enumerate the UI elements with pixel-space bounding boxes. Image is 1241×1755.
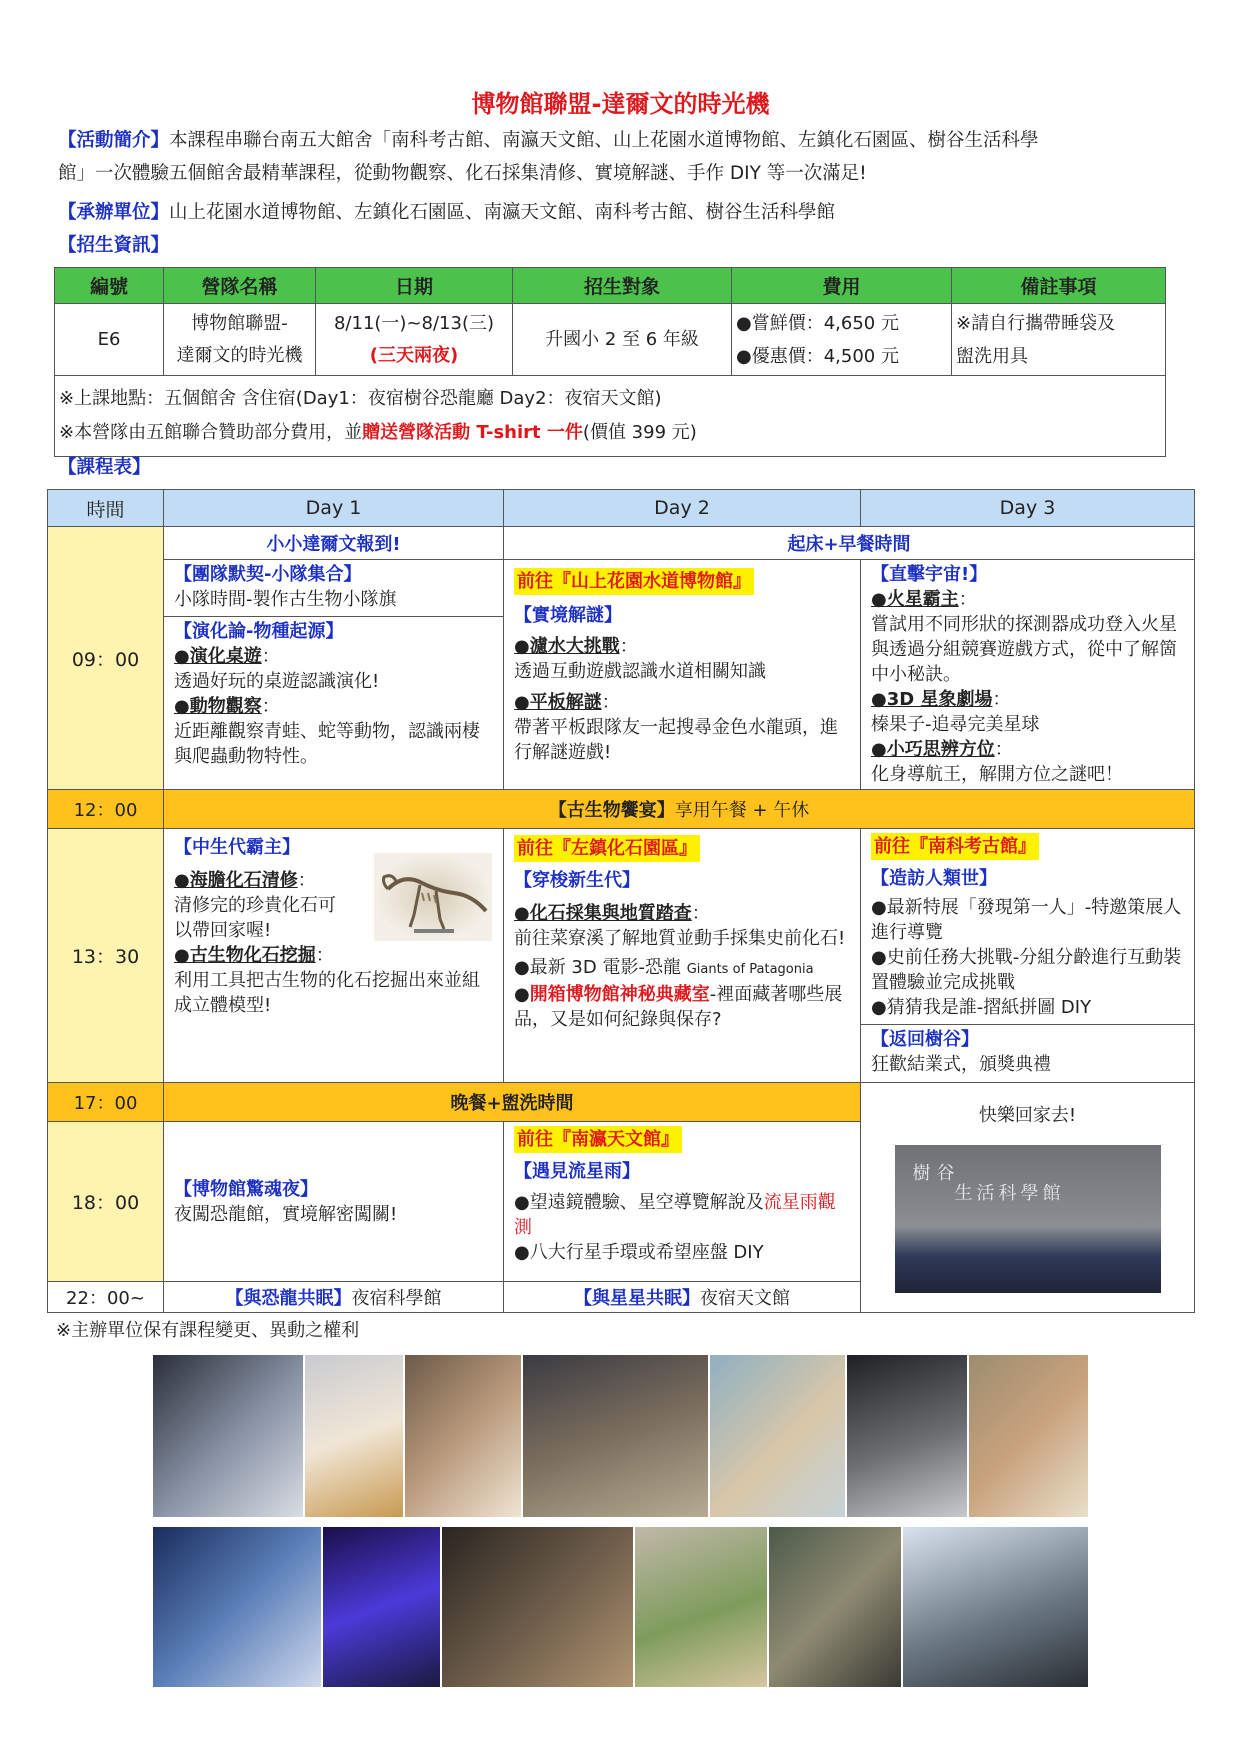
recruit-name-line1: 博物館聯盟-: [191, 312, 288, 334]
a2-item3-highlight: 開箱博物館神秘典藏室: [529, 984, 710, 1005]
intro-line2: 館」一次體驗五個館舍最精華課程，從動物觀察、化石採集清修、實境解謎、手作 DIY 等一次滿足!: [58, 163, 867, 184]
m3-item3-line: ●小巧思辨方位：: [871, 739, 1013, 760]
day2-morning: [504, 560, 861, 790]
recruit-header-fee: 費用: [732, 268, 952, 304]
day1-evening: [164, 1122, 504, 1282]
m1-b-item2-line: ●動物觀察：: [174, 696, 280, 717]
schedule-header-time: 時間: [48, 490, 164, 527]
snake-photo: [305, 1355, 403, 1517]
intro-paragraph: [58, 124, 1183, 190]
e2-tag: 【遇見流星雨】: [514, 1161, 640, 1182]
day2-night: [504, 1282, 861, 1313]
e2-venue: 前往『南瀛天文館』: [514, 1126, 682, 1153]
recruit-date: [316, 304, 513, 376]
intro-line1: 本課程串聯台南五大館舍「南科考古館、南瀛天文館、山上花園水道博物館、左鎮化石園區、樹谷生活科學: [169, 130, 1039, 151]
morning-row: [48, 560, 1195, 790]
schedule-heading-text: 【課程表】: [58, 457, 151, 478]
organizer-text: 山上花園水道博物館、左鎮化石園區、南瀛天文館、南科考古館、樹谷生活科學館: [169, 202, 836, 223]
recruit-date-text: 8/11(一)~8/13(三): [333, 312, 494, 334]
e2-item1: ●望遠鏡體驗、星空導覽解說及: [514, 1192, 764, 1213]
building-sign2: 生活科學館: [954, 1183, 1065, 1204]
m2-item1-line: ●濾水大挑戰：: [514, 636, 638, 657]
recruit-heading-text: 【招生資訊】: [58, 235, 170, 256]
a3-item1: ●最新特展「發現第一人」-特邀策展人進行導覽: [871, 897, 1182, 943]
day2-evening: [504, 1122, 861, 1282]
e1-text: 夜闖恐龍館，實境解密闖關!: [174, 1203, 398, 1225]
a2-venue: 前往『左鎮化石園區』: [514, 835, 700, 862]
remarks-line2: 盥洗用具: [956, 345, 1028, 367]
recruit-header-date: 日期: [316, 268, 513, 304]
m2-text1: 透過互動遊戲認識水道相關知識: [514, 661, 766, 682]
m1-a-text: 小隊時間-製作古生物小隊旗: [174, 589, 397, 610]
a1-text1: 清修完的珍貴化石可以帶回家喔!: [174, 895, 336, 941]
m1-b-section: [164, 616, 503, 771]
a2-item3-text: -裡面藏著哪些展品，又是如何紀錄與保存?: [514, 984, 843, 1030]
a1-item2-line: ●古生物化石挖掘：: [174, 945, 334, 966]
building-sign1: 樹谷: [912, 1163, 961, 1184]
a2-item2: ●最新 3D 電影-恐龍: [514, 957, 687, 978]
recruit-duration: (三天兩夜): [369, 344, 459, 366]
fee-discount: ●優惠價：4,500 元: [736, 345, 899, 367]
day3-evening: [861, 1083, 1195, 1313]
lunch-tag: 【古生物饗宴】: [548, 800, 675, 821]
a3-tag: 【造訪人類世】: [871, 868, 997, 889]
recruit-table: [54, 267, 1166, 457]
day1-morning: [164, 560, 504, 790]
a1-item1: ●海膽化石清修: [174, 870, 298, 891]
recruit-code: E6: [55, 304, 164, 376]
recruit-header-row: [55, 268, 1166, 304]
recruit-header-code: 編號: [55, 268, 164, 304]
a2-item2-title: Giants of Patagonia: [686, 962, 814, 977]
m3-item2: ●3D 星象劇場: [871, 689, 993, 710]
day1-afternoon: [164, 829, 504, 1083]
m1-b-item1: ●演化桌遊: [174, 646, 262, 667]
m2-item1: ●濾水大挑戰: [514, 636, 620, 657]
recruit-data-row: [55, 304, 1166, 376]
day2-afternoon: [504, 829, 861, 1083]
a1-text2: 利用工具把古生物的化石挖掘出來並組成立體模型!: [174, 970, 480, 1016]
m3-item1-line: ●火星霸主：: [871, 589, 977, 610]
time-2200: 22：00~: [48, 1282, 164, 1313]
n1-text: 夜宿科學館: [351, 1288, 442, 1309]
museum-exterior-photo: [903, 1527, 1088, 1687]
a3-return-tag: 【返回樹谷】: [871, 1029, 979, 1050]
page-title: 博物館聯盟-達爾文的時光機: [471, 90, 770, 118]
schedule-header-day2: Day 2: [504, 490, 861, 527]
recruit-target: 升國小 2 至 6 年級: [513, 304, 732, 376]
recruit-notes-row: [55, 376, 1166, 457]
e2-item2: ●八大行星手環或希望座盤 DIY: [514, 1242, 764, 1263]
m3-tag: 【直擊宇宙!】: [871, 564, 988, 585]
schedule-heading: [58, 451, 1183, 484]
a1-tag: 【中生代霸主】: [174, 837, 300, 858]
day3-afternoon: [861, 829, 1195, 1083]
morning-banner-row: [48, 527, 1195, 560]
schedule-header-day1: Day 1: [164, 490, 504, 527]
recruit-heading: [58, 229, 1183, 262]
a1-item1-line: ●海膽化石清修：: [174, 870, 316, 891]
card-game-photo: [323, 1527, 440, 1687]
recruit-note2-pre: ※本營隊由五館聯合贊助部分費用，並: [59, 422, 363, 443]
m2-item2: ●平板解謎: [514, 692, 602, 713]
m2-venue: 前往『山上花園水道博物館』: [514, 568, 754, 595]
go-home-text: 快樂回家去!: [978, 1105, 1077, 1126]
intro-tag: 【活動簡介】: [58, 130, 170, 151]
recruit-notes: [55, 376, 1166, 457]
a3-return-section: [861, 1024, 1194, 1079]
day3-morning: [861, 560, 1195, 790]
n2-text: 夜宿天文館: [700, 1288, 790, 1309]
m1-b-text2: 近距離觀察青蛙、蛇等動物，認識兩棲與爬蟲動物特性。: [174, 721, 480, 767]
a1-item2: ●古生物化石挖掘: [174, 945, 316, 966]
schedule-header-row: [48, 490, 1195, 527]
recruit-name: [164, 304, 316, 376]
fee-early: ●嘗鮮價：4,650 元: [736, 312, 899, 334]
dinosaur-fossil-image: [374, 853, 492, 941]
schedule-header-day3: Day 3: [861, 490, 1195, 527]
m1-b-item1-line: ●演化桌遊：: [174, 646, 280, 667]
recruit-name-line2: 達爾文的時光機: [176, 344, 303, 366]
m3-item1: ●火星霸主: [871, 589, 959, 610]
n2-tag: 【與星星共眠】: [574, 1288, 700, 1309]
m3-item3: ●小巧思辨方位: [871, 739, 995, 760]
exhibit-photo: [710, 1355, 845, 1517]
fossil-cleaning-photo: [405, 1355, 521, 1517]
m1-b-text1: 透過好玩的桌遊認識演化!: [174, 671, 380, 692]
day1-banner: 小小達爾文報到!: [164, 527, 504, 560]
recruit-note2-gift: 贈送營隊活動 T-shirt 一件: [362, 422, 583, 443]
time-1700: 17：00: [48, 1083, 164, 1122]
e1-tag: 【博物館驚魂夜】: [174, 1178, 318, 1200]
m2-item2-line: ●平板解謎：: [514, 692, 620, 713]
time-1800: 18：00: [48, 1122, 164, 1282]
time-0900: 09：00: [48, 527, 164, 790]
e2-item1-highlight: 流星雨觀測: [514, 1192, 836, 1238]
a2-item3-bullet: ●: [514, 984, 530, 1005]
archaeology-photo: [969, 1355, 1088, 1517]
schedule-table: [47, 489, 1195, 1313]
recruit-header-target: 招生對象: [513, 268, 732, 304]
recruit-header-name: 營隊名稱: [164, 268, 316, 304]
a2-item2-line: [514, 955, 850, 982]
a3-venue: 前往『南科考古館』: [871, 833, 1039, 860]
footnote: ※主辦單位保有課程變更、異動之權利: [56, 1320, 360, 1341]
day23-banner: 起床+早餐時間: [504, 527, 1195, 560]
dinner-band: 晚餐+盥洗時間: [164, 1083, 861, 1122]
water-museum-photo: [847, 1355, 967, 1517]
afternoon-row: [48, 829, 1195, 1083]
dinner-row: [48, 1083, 1195, 1122]
m3-text2: 榛果子-追尋完美星球: [871, 714, 1040, 735]
m3-text3: 化身導航王，解開方位之謎吧！: [871, 764, 1123, 785]
m2-text2: 帶著平板跟隊友一起搜尋金色水龍頭，進行解謎遊戲!: [514, 717, 838, 763]
m3-text1: 嘗試用不同形狀的探測器成功登入火星與透過分組競賽遊戲方式，從中了解箇中小秘訣。: [871, 614, 1177, 685]
a3-return-text: 狂歡結業式，頒獎典禮: [871, 1054, 1051, 1075]
a2-item3-line: [514, 982, 850, 1032]
telescope-photo: [153, 1355, 303, 1517]
organizer-tag: 【承辦單位】: [58, 202, 170, 223]
a2-item1-line: ●化石採集與地質踏查：: [514, 903, 710, 924]
time-1200: 12：00: [48, 790, 164, 829]
m1-b-item2: ●動物觀察: [174, 696, 262, 717]
a2-item1: ●化石採集與地質踏查: [514, 903, 692, 924]
n1-tag: 【與恐龍共眠】: [225, 1288, 352, 1309]
recruit-note2-post: (價值 399 元): [582, 422, 697, 443]
a3-item2: ●史前任務大挑戰-分組分齡進行互動裝置體驗並完成挑戰: [871, 947, 1182, 993]
remarks-line1: ※請自行攜帶睡袋及: [956, 312, 1116, 334]
puzzle-diy-photo: [635, 1527, 767, 1687]
organizer-paragraph: [58, 196, 1183, 229]
a2-text1: 前往菜寮溪了解地質並動手採集史前化石!: [514, 928, 846, 949]
museum-building-photo: [895, 1145, 1161, 1293]
m3-item2-line: ●3D 星象劇場：: [871, 689, 1011, 710]
field-collecting-photo: [769, 1527, 901, 1687]
fossil-dig-photo: [442, 1527, 633, 1687]
recruit-header-remarks: 備註事項: [952, 268, 1166, 304]
day1-night: [164, 1282, 504, 1313]
lunch-text: 享用午餐 + 午休: [674, 800, 810, 821]
m1-a-tag: 【團隊默契-小隊集合】: [174, 564, 362, 585]
recruit-remarks: [952, 304, 1166, 376]
time-1330: 13：30: [48, 829, 164, 1083]
m1-b-tag: 【演化論-物種起源】: [174, 621, 344, 642]
recruit-note1: ※上課地點：五個館舍 含住宿(Day1：夜宿樹谷恐龍廳 Day2：夜宿天文館): [59, 388, 662, 409]
e2-item1-line: [514, 1190, 850, 1240]
lunch-row: [48, 790, 1195, 829]
lunch-band: [164, 790, 1195, 829]
dinosaur-skeleton-icon: [374, 853, 492, 941]
group-dinosaur-hall-photo: [523, 1355, 708, 1517]
recruit-fee: [732, 304, 952, 376]
observatory-group-photo: [153, 1527, 321, 1687]
a2-tag: 【穿梭新生代】: [514, 870, 640, 891]
a3-item3: ●猜猜我是誰-摺紙拼圖 DIY: [871, 997, 1092, 1018]
m2-tag: 【實境解謎】: [514, 605, 622, 626]
